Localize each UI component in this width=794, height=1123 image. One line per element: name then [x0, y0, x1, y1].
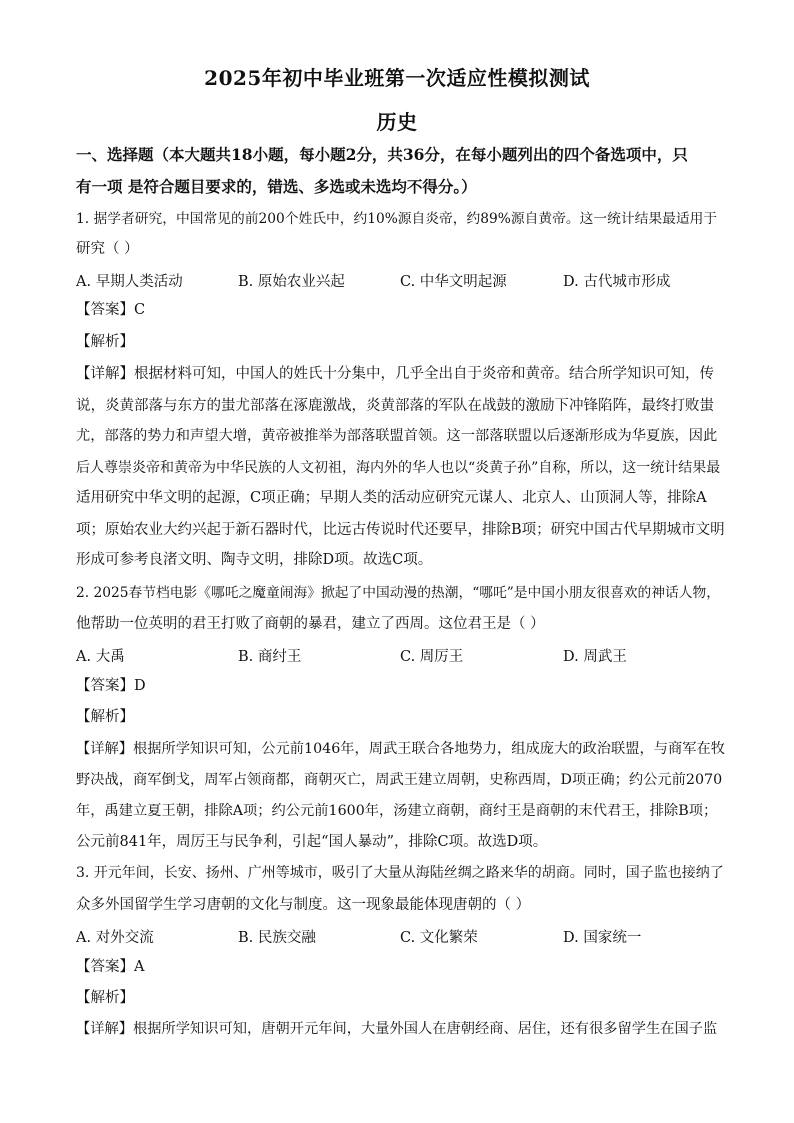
q1-detail-line-5: 适用研究中华文明的起源，C项正确；早期人类的活动应研究元谋人、北京人、山顶洞人等，排除A	[76, 490, 707, 506]
q3-option-b: B. 民族交融	[238, 930, 316, 946]
subject-title: 历史	[376, 110, 418, 134]
q1-detail-line-4: 后人尊崇炎帝和黄帝为中华民族的人文初祖，海内外的华人也以“炎黄子孙”自称，所以，这一统计结果最	[76, 460, 721, 476]
q1-detail-line-2: 说，炎黄部落与东方的蚩尤部落在涿鹿激战，炎黄部落的军队在战鼓的激励下冲锋陷阵，最终打败蚩	[76, 398, 714, 414]
q1-option-b: B. 原始农业兴起	[238, 274, 345, 290]
q3-option-c: C. 文化繁荣	[400, 930, 478, 946]
section-header-line-1: 一、选择题（本大题共18小题，每小题2分，共36分，在每小题列出的四个备选项中，只	[76, 145, 688, 164]
q1-answer: 【答案】C	[76, 302, 146, 318]
q2-option-b: B. 商纣王	[238, 649, 302, 665]
q2-detail-line-3: 年，禹建立夏王朝，排除A项；约公元前1600年，汤建立商朝，商纣王是商朝的末代君王，排除B项；	[76, 803, 718, 819]
q2-answer: 【答案】D	[76, 678, 146, 694]
q2-stem-line-1: 2. 2025春节档电影《哪吒之魔童闹海》掀起了中国动漫的热潮，“哪吒”是中国小朋友很喜欢的神话人物，	[76, 585, 721, 601]
q3-stem-line-1: 3. 开元年间，长安、扬州、广州等城市，吸引了大量从海陆丝绸之路来华的胡商。同时，国子监也接纳了	[76, 865, 724, 881]
q3-analysis-label: 【解析】	[76, 990, 134, 1006]
q1-option-c: C. 中华文明起源	[400, 274, 507, 290]
q1-analysis-label: 【解析】	[76, 334, 134, 350]
q3-option-a: A. 对外交流	[76, 930, 154, 946]
q3-stem-line-2: 众多外国留学生学习唐朝的文化与制度。这一现象最能体现唐朝的（ ）	[76, 897, 531, 913]
q1-stem-line-2: 研究（ ）	[76, 241, 139, 257]
q2-stem-line-2: 他帮助一位英明的君王打败了商朝的暴君，建立了西周。这位君王是（ ）	[76, 616, 545, 632]
q3-detail-line-1: 【详解】根据所学知识可知，唐朝开元年间，大量外国人在唐朝经商、居住，还有很多留学生在国子监	[76, 1021, 718, 1037]
q1-option-a: A. 早期人类活动	[76, 274, 183, 290]
q1-detail-line-1: 【详解】根据材料可知，中国人的姓氏十分集中，几乎全出自于炎帝和黄帝。结合所学知识可知，传	[76, 366, 714, 382]
q2-option-a: A. 大禹	[76, 649, 125, 665]
q3-option-d: D. 国家统一	[563, 930, 642, 946]
section-header-line-2: 有一项 是符合题目要求的，错选、多选或未选均不得分。）	[76, 177, 477, 196]
q2-option-c: C. 周厉王	[400, 649, 464, 665]
q2-detail-line-1: 【详解】根据所学知识可知，公元前1046年，周武王联合各地势力，组成庞大的政治联盟，与商军在牧	[76, 741, 726, 757]
q2-analysis-label: 【解析】	[76, 709, 134, 725]
q2-detail-line-2: 野决战，商军倒戈，周军占领商都，商朝灭亡，周武王建立周朝，史称西周，D项正确；约公元前2070	[76, 772, 723, 788]
q1-stem-line-1: 1. 据学者研究，中国常见的前200个姓氏中，约10%源自炎帝，约89%源自黄帝。这一统计结果最适用于	[76, 211, 718, 227]
q1-option-d: D. 古代城市形成	[563, 274, 671, 290]
q1-detail-line-3: 尤，部落的势力和声望大增，黄帝被推举为部落联盟首领。这一部落联盟以后逐渐形成为华夏族，因此	[76, 428, 718, 444]
q2-detail-line-4: 公元前841年，周厉王与民争利，引起“国人暴动”，排除C项。故选D项。	[76, 834, 548, 850]
exam-title: 2025年初中毕业班第一次适应性模拟测试	[204, 66, 590, 90]
q3-answer: 【答案】A	[76, 959, 145, 975]
q2-option-d: D. 周武王	[563, 649, 627, 665]
q1-detail-line-7: 形成可参考良渚文明、陶寺文明，排除D项。故选C项。	[76, 552, 433, 568]
q1-detail-line-6: 项；原始农业大约兴起于新石器时代，比远古传说时代还要早，排除B项；研究中国古代早期城市文明	[76, 522, 725, 538]
